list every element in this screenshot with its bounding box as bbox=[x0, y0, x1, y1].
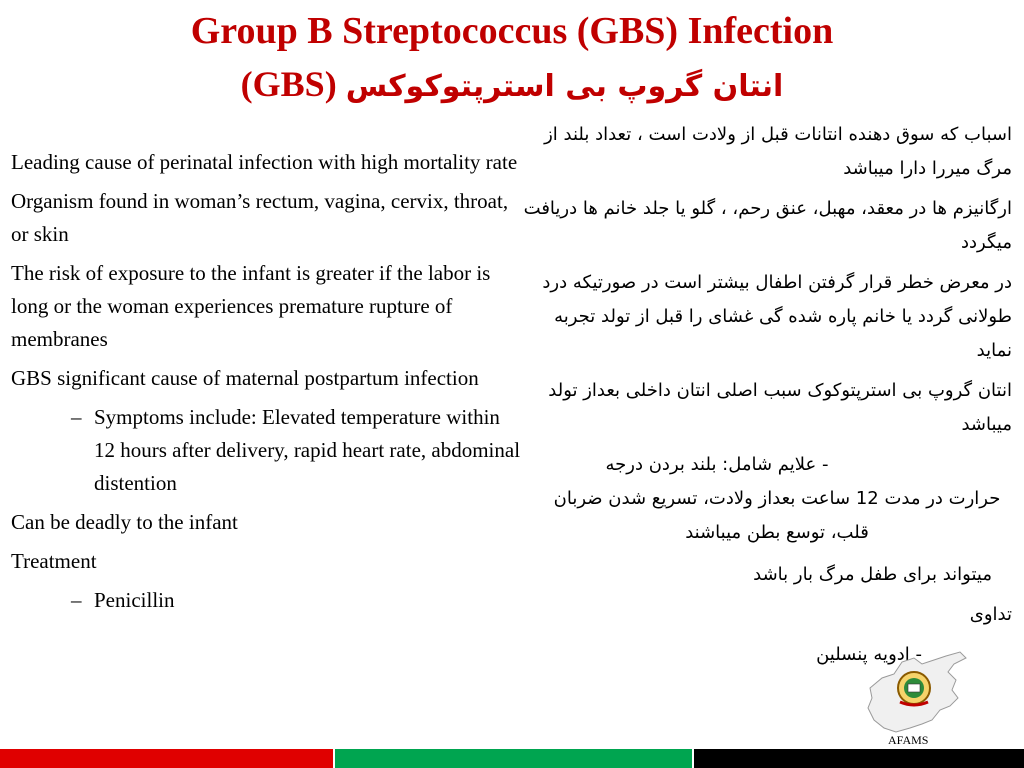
english-column bbox=[11, 146, 526, 623]
emblem-book bbox=[908, 684, 920, 692]
bullet-treatment: Treatment bbox=[11, 549, 97, 573]
penicillin-text: Penicillin bbox=[94, 588, 175, 612]
bullet-risk-exposure: The risk of exposure to the infant is greater if the labor is long or the woman experiences premature rupture of membranes bbox=[11, 261, 491, 351]
fa-leading-cause: اسباب که سوق دهنده انتانات قبل از ولادت است ، تعداد بلند از مرگ میررا دارا میباشد bbox=[544, 124, 1012, 179]
bullet-deadly: Can be deadly to the infant bbox=[11, 510, 238, 534]
footer-green-segment bbox=[335, 749, 692, 768]
fa-symptoms bbox=[522, 448, 1012, 550]
fa-risk-exposure: در معرض خطر قرار گرفتن اطفال بیشتر است در صورتیکه درد طولانی گردد یا خانم پاره شده گی غشای را قبل از تولد تجربه نماید bbox=[542, 272, 1012, 361]
fa-symptoms-line1: - علایم شامل: بلند بردن درجه bbox=[605, 454, 829, 475]
footer-red-segment bbox=[0, 749, 333, 768]
dash-marker: – bbox=[71, 405, 82, 429]
persian-column bbox=[522, 118, 1012, 678]
footer-black-segment bbox=[694, 749, 1024, 768]
fa-symptoms-rest: حرارت در مدت 12 ساعت بعداز ولادت، تسریع شدن ضربان قلب، توسع بطن میباشند bbox=[553, 488, 1001, 543]
bullet-leading-cause: Leading cause of perinatal infection with high mortality rate bbox=[11, 150, 518, 174]
bullet-maternal-infection: GBS significant cause of maternal postpartum infection bbox=[11, 366, 479, 390]
fa-penicillin: - ادویه پنسلین bbox=[816, 644, 922, 665]
fa-organism-location: ارگانیزم ها در معقد، مهبل، عنق رحم، ، گلو یا جلد خانم ها دریافت میگردد bbox=[523, 198, 1012, 253]
slide-subtitle bbox=[0, 62, 1024, 109]
afghanistan-map-logo bbox=[862, 648, 972, 740]
subtitle-persian: انتان گروپ بی استرپتوکوکس bbox=[345, 69, 784, 104]
sub-bullet-symptoms bbox=[11, 401, 526, 500]
dash-marker: – bbox=[71, 588, 82, 612]
symptoms-text: Symptoms include: Elevated temperature within 12 hours after delivery, rapid heart rate, abdominal distention bbox=[94, 405, 521, 495]
fa-deadly: میتواند برای طفل مرگ بار باشد bbox=[753, 564, 992, 585]
bullet-organism-location: Organism found in woman’s rectum, vagina, cervix, throat, or skin bbox=[11, 189, 509, 246]
fa-treatment: تداوی bbox=[969, 604, 1012, 625]
footer-color-bar bbox=[0, 749, 1024, 768]
sub-bullet-penicillin bbox=[11, 584, 526, 617]
subtitle-abbrev: (GBS) bbox=[240, 64, 337, 104]
fa-maternal-infection: انتان گروپ بی استرپتوکوک سبب اصلی انتان داخلی بعداز تولد میباشد bbox=[548, 380, 1012, 435]
afams-label: AFAMS bbox=[888, 733, 929, 747]
slide-title: Group B Streptococcus (GBS) Infection bbox=[190, 10, 834, 52]
